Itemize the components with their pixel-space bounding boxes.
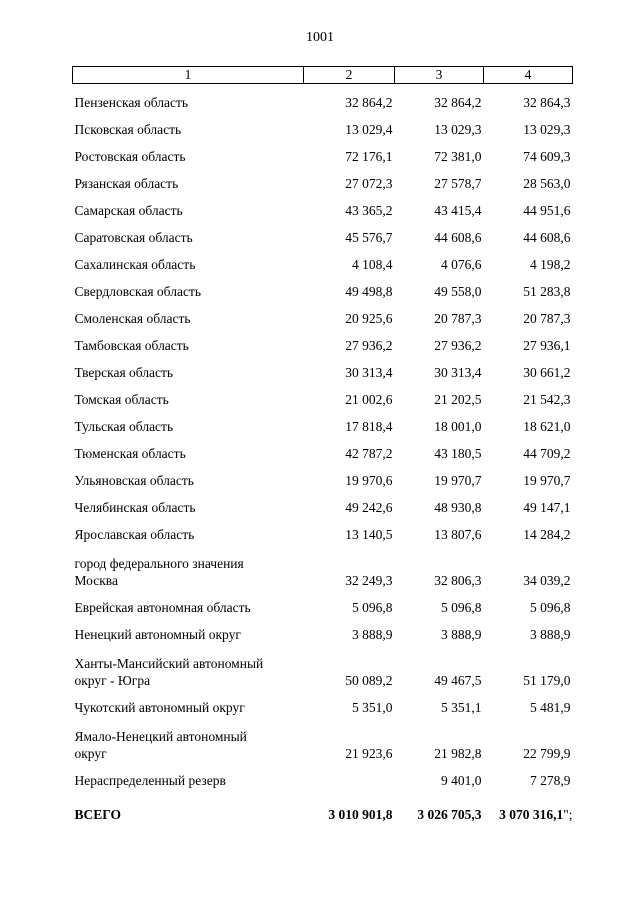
table-row — [73, 643, 573, 689]
value-cell-col-4: 4 198,2 — [530, 257, 571, 272]
value-cell-col-3: 20 787,3 — [434, 311, 482, 326]
region-name-line-1: город федерального значения — [74, 556, 244, 571]
table-row — [73, 381, 573, 408]
total-value-col-4-cell — [484, 789, 573, 823]
value-cell-col-3: 13 807,6 — [434, 527, 482, 542]
table-row — [73, 192, 573, 219]
region-name-cell — [73, 716, 304, 762]
header-row — [73, 67, 573, 84]
value-cell-col-4: 3 888,9 — [530, 627, 571, 642]
value-cell-col-3: 32 806,3 — [434, 573, 482, 588]
value-cell-col-4: 14 284,2 — [523, 527, 571, 542]
table-row — [73, 273, 573, 300]
region-name-cell: Рязанская область — [74, 176, 179, 191]
table-header — [73, 67, 573, 84]
value-cell-col-2: 27 936,2 — [345, 338, 393, 353]
region-name-cell: Ненецкий автономный округ — [74, 627, 241, 642]
region-name-line-1: Ямало-Ненецкий автономный — [74, 729, 247, 744]
value-cell-col-4: 44 951,6 — [523, 203, 571, 218]
value-cell-col-2 — [304, 762, 395, 789]
value-cell-col-2: 72 176,1 — [345, 149, 393, 164]
region-name-cell: Сахалинская область — [74, 257, 196, 272]
value-cell-col-2: 45 576,7 — [345, 230, 393, 245]
value-cell-col-4: 51 283,8 — [523, 284, 571, 299]
value-cell-col-2: 49 498,8 — [345, 284, 393, 299]
region-name-cell: Смоленская область — [74, 311, 191, 326]
value-cell-col-2: 13 140,5 — [345, 527, 393, 542]
region-name-cell: Ростовская область — [74, 149, 186, 164]
value-cell-col-3: 5 096,8 — [441, 600, 482, 615]
value-cell-col-3: 49 467,5 — [434, 673, 482, 688]
region-name-line-2: округ — [74, 746, 107, 761]
table-row — [73, 543, 573, 589]
region-name-cell: Свердловская область — [74, 284, 201, 299]
value-cell-col-3: 43 415,4 — [434, 203, 482, 218]
value-cell-col-3: 43 180,5 — [434, 446, 482, 461]
table-row — [73, 489, 573, 516]
total-value-col-2: 3 010 901,8 — [328, 807, 393, 822]
value-cell-col-2: 5 351,0 — [352, 700, 393, 715]
value-cell-col-2: 21 002,6 — [345, 392, 393, 407]
table-row — [73, 219, 573, 246]
value-cell-col-4: 22 799,9 — [523, 746, 571, 761]
value-cell-col-4: 21 542,3 — [523, 392, 571, 407]
table-row — [73, 84, 573, 112]
value-cell-col-4: 7 278,9 — [530, 773, 571, 788]
value-cell-col-3: 21 202,5 — [434, 392, 482, 407]
value-cell-col-3: 30 313,4 — [434, 365, 482, 380]
value-cell-col-4: 18 621,0 — [523, 419, 571, 434]
value-cell-col-2: 13 029,4 — [345, 122, 393, 137]
closing-quote-suffix: "; — [563, 807, 573, 822]
table-row — [73, 246, 573, 273]
table-row — [73, 165, 573, 192]
region-name-line-1: Ханты-Мансийский автономный — [74, 656, 264, 671]
region-name-cell: Ульяновская область — [74, 473, 194, 488]
value-cell-col-4: 49 147,1 — [523, 500, 571, 515]
value-cell-col-4: 20 787,3 — [523, 311, 571, 326]
region-name-cell: Чукотский автономный округ — [74, 700, 245, 715]
value-cell-col-4: 27 936,1 — [523, 338, 571, 353]
value-cell-col-4: 28 563,0 — [523, 176, 571, 191]
value-cell-col-4: 30 661,2 — [523, 365, 571, 380]
table-row — [73, 138, 573, 165]
table-row — [73, 762, 573, 789]
region-name-cell: Псковская область — [74, 122, 182, 137]
column-header-3: 3 — [395, 67, 484, 84]
total-value-col-3: 3 026 705,3 — [417, 807, 482, 822]
value-cell-col-2: 5 096,8 — [352, 600, 393, 615]
region-name-line-2: Москва — [74, 573, 118, 588]
region-name-line-2: округ - Югра — [74, 673, 151, 688]
value-cell-col-3: 72 381,0 — [434, 149, 482, 164]
region-name-cell: Тамбовская область — [74, 338, 189, 353]
value-cell-col-2: 30 313,4 — [345, 365, 393, 380]
table-row — [73, 516, 573, 543]
value-cell-col-2: 20 925,6 — [345, 311, 393, 326]
region-name-cell — [73, 643, 304, 689]
page-number: 1001 — [306, 30, 334, 45]
region-name-cell: Саратовская область — [74, 230, 193, 245]
value-cell-col-3: 5 351,1 — [441, 700, 482, 715]
column-header-4: 4 — [484, 67, 573, 84]
value-cell-col-4: 5 096,8 — [530, 600, 571, 615]
value-cell-col-2: 49 242,6 — [345, 500, 393, 515]
value-cell-col-3: 9 401,0 — [441, 773, 482, 788]
value-cell-col-4: 44 709,2 — [523, 446, 571, 461]
value-cell-col-2: 43 365,2 — [345, 203, 393, 218]
value-cell-col-3: 27 936,2 — [434, 338, 482, 353]
region-name-cell — [73, 543, 304, 589]
value-cell-col-3: 21 982,8 — [434, 746, 482, 761]
region-name-cell: Самарская область — [74, 203, 183, 218]
value-cell-col-3: 27 578,7 — [434, 176, 482, 191]
region-name-cell: Нераспределенный резерв — [74, 773, 226, 788]
table-row — [73, 300, 573, 327]
value-cell-col-2: 3 888,9 — [352, 627, 393, 642]
value-cell-col-3: 19 970,7 — [434, 473, 482, 488]
table-row — [73, 111, 573, 138]
value-cell-col-2: 17 818,4 — [345, 419, 393, 434]
value-cell-col-3: 13 029,3 — [434, 122, 482, 137]
table-row — [73, 716, 573, 762]
value-cell-col-4: 19 970,7 — [523, 473, 571, 488]
table-row — [73, 435, 573, 462]
table-body — [73, 84, 573, 824]
total-value-col-4: 3 070 316,1 — [499, 807, 564, 822]
value-cell-col-3: 32 864,2 — [434, 95, 482, 110]
table-row — [73, 589, 573, 616]
table-row — [73, 616, 573, 643]
table-row — [73, 462, 573, 489]
value-cell-col-2: 32 249,3 — [345, 573, 393, 588]
value-cell-col-2: 42 787,2 — [345, 446, 393, 461]
value-cell-col-3: 44 608,6 — [434, 230, 482, 245]
table-row — [73, 327, 573, 354]
region-name-cell: Пензенская область — [74, 95, 188, 110]
value-cell-col-4: 5 481,9 — [530, 700, 571, 715]
column-header-2: 2 — [304, 67, 395, 84]
region-name-cell: Ярославская область — [74, 527, 195, 542]
value-cell-col-2: 50 089,2 — [345, 673, 393, 688]
value-cell-col-2: 27 072,3 — [345, 176, 393, 191]
value-cell-col-4: 44 608,6 — [523, 230, 571, 245]
budget-table-container — [72, 66, 572, 823]
value-cell-col-4: 51 179,0 — [523, 673, 571, 688]
value-cell-col-2: 19 970,6 — [345, 473, 393, 488]
value-cell-col-2: 32 864,2 — [345, 95, 393, 110]
column-header-1: 1 — [73, 67, 304, 84]
region-name-cell: Тверская область — [74, 365, 174, 380]
value-cell-col-3: 4 076,6 — [441, 257, 482, 272]
table-row — [73, 689, 573, 716]
value-cell-col-3: 18 001,0 — [434, 419, 482, 434]
value-cell-col-2: 21 923,6 — [345, 746, 393, 761]
value-cell-col-3: 3 888,9 — [441, 627, 482, 642]
total-label: ВСЕГО — [74, 807, 122, 822]
region-name-cell: Томская область — [74, 392, 169, 407]
table-row — [73, 354, 573, 381]
value-cell-col-4: 13 029,3 — [523, 122, 571, 137]
budget-table — [72, 66, 573, 823]
table-row — [73, 408, 573, 435]
total-row — [73, 789, 573, 823]
region-name-cell: Тульская область — [74, 419, 174, 434]
region-name-cell: Тюменская область — [74, 446, 186, 461]
value-cell-col-4: 74 609,3 — [523, 149, 571, 164]
value-cell-col-3: 48 930,8 — [434, 500, 482, 515]
value-cell-col-2: 4 108,4 — [352, 257, 393, 272]
value-cell-col-4: 34 039,2 — [523, 573, 571, 588]
region-name-cell: Еврейская автономная область — [74, 600, 251, 615]
value-cell-col-4: 32 864,3 — [523, 95, 571, 110]
region-name-cell: Челябинская область — [74, 500, 196, 515]
value-cell-col-3: 49 558,0 — [434, 284, 482, 299]
